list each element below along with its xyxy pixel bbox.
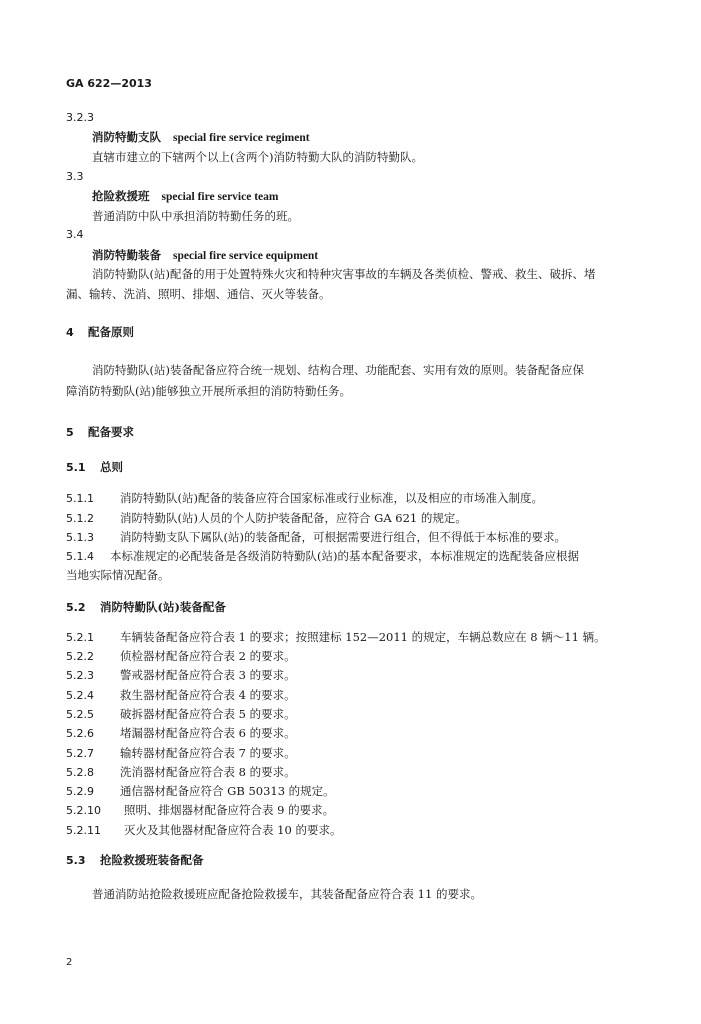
clause (66, 802, 334, 819)
clause-text: 洗消器材配备应符合表 8 的要求。 (120, 765, 296, 779)
clause (66, 783, 335, 800)
term-heading (92, 247, 318, 264)
clause-text: 侦检器材配备应符合表 2 的要求。 (120, 649, 296, 663)
clause-text: 本标准规定的必配装备是各级消防特勤队(站)的基本配备要求，本标准规定的选配装备应根据 (110, 549, 579, 563)
subsection-number: 5.1 (66, 461, 86, 474)
clause (66, 745, 296, 762)
term-cn: 消防特勤支队 (92, 130, 161, 144)
clause (66, 667, 296, 684)
clause-text: 消防特勤支队下属队(站)的装备配备，可根据需要进行组合，但不得低于本标准的要求。 (120, 530, 566, 544)
section-4-para-line1: 消防特勤队(站)装备配备应符合统一规划、结构合理、功能配套、实用有效的原则。装备配备应保 (92, 363, 584, 377)
standard-number: GA 622—2013 (66, 77, 152, 90)
clause (66, 629, 606, 646)
subsection-5-3-text: 普通消防站抢险救援班应配备抢险救援车，其装备配备应符合表 11 的要求。 (92, 887, 482, 901)
clause-number: 5.2.7 (66, 747, 94, 760)
term-en: special fire service equipment (173, 250, 319, 262)
clause-number: 5.2.4 (66, 689, 94, 702)
clause-number: 5.2.11 (66, 824, 101, 837)
subsection-number: 5.3 (66, 854, 86, 867)
section-4-para-line2: 障消防特勤队(站)能够独立开展所承担的消防特勤任务。 (66, 384, 351, 398)
clause-number: 5.2.9 (66, 785, 94, 798)
clause (66, 548, 579, 565)
clause-text: 消防特勤队(站)配备的装备应符合国家标准或行业标准，以及相应的市场准入制度。 (120, 491, 543, 505)
clause-number: 5.1.4 (66, 550, 94, 563)
section-title: 配备原则 (88, 325, 134, 339)
term-en: special fire service regiment (173, 132, 310, 144)
clause-text: 灭火及其他器材配备应符合表 10 的要求。 (124, 823, 342, 837)
clause-text: 堵漏器材配备应符合表 6 的要求。 (120, 726, 296, 740)
term-cn: 消防特勤装备 (92, 248, 161, 262)
term-en: special fire service team (161, 191, 279, 203)
clause-text: 输转器材配备应符合表 7 的要求。 (120, 746, 296, 760)
section-title: 配备要求 (88, 425, 134, 439)
subsection-title: 总则 (100, 460, 123, 474)
term-number: 3.3 (66, 170, 84, 183)
term-cn: 抢险救援班 (92, 189, 150, 203)
term-heading (92, 188, 278, 205)
clause-number: 5.2.5 (66, 708, 94, 721)
clause-text: 消防特勤队(站)人员的个人防护装备配备，应符合 GA 621 的规定。 (120, 511, 467, 525)
clause (66, 706, 296, 723)
clause-continuation: 当地实际情况配备。 (66, 568, 170, 582)
clause-number: 5.2.10 (66, 804, 101, 817)
clause-number: 5.2.8 (66, 766, 94, 779)
clause (66, 764, 296, 781)
clause-number: 5.1.1 (66, 492, 94, 505)
subsection-title: 消防特勤队(站)装备配备 (100, 600, 226, 614)
subsection-5-2-heading (66, 599, 226, 616)
term-number: 3.2.3 (66, 111, 94, 124)
subsection-title: 抢险救援班装备配备 (100, 853, 204, 867)
term-number: 3.4 (66, 228, 84, 241)
subsection-5-3-heading (66, 852, 204, 869)
clause-number: 5.2.6 (66, 727, 94, 740)
clause (66, 687, 296, 704)
page-number: 2 (66, 957, 73, 968)
clause-text: 破拆器材配备应符合表 5 的要求。 (120, 707, 296, 721)
clause (66, 490, 543, 507)
clause-number: 5.1.3 (66, 531, 94, 544)
clause-text: 救生器材配备应符合表 4 的要求。 (120, 688, 296, 702)
term-heading (92, 129, 310, 146)
clause (66, 725, 296, 742)
clause-number: 5.2.1 (66, 631, 94, 644)
clause-text: 通信器材配备应符合 GB 50313 的规定。 (120, 784, 335, 798)
subsection-number: 5.2 (66, 601, 86, 614)
clause-text: 车辆装备配备应符合表 1 的要求；按照建标 152—2011 的规定，车辆总数应在 8 辆～11 辆。 (120, 630, 606, 644)
term-definition-line1: 消防特勤队(站)配备的用于处置特殊火灾和特种灾害事故的车辆及各类侦检、警戒、救生、破拆、堵 (92, 267, 596, 281)
clause-number: 5.2.3 (66, 669, 94, 682)
clause (66, 648, 296, 665)
clause-number: 5.1.2 (66, 512, 94, 525)
term-definition: 直辖市建立的下辖两个以上(含两个)消防特勤大队的消防特勤队。 (92, 150, 423, 164)
clause-text: 警戒器材配备应符合表 3 的要求。 (120, 668, 296, 682)
section-4-heading (66, 324, 134, 341)
term-definition: 普通消防中队中承担消防特勤任务的班。 (92, 209, 299, 223)
clause (66, 529, 566, 546)
subsection-5-1-heading (66, 459, 123, 476)
section-5-heading (66, 424, 134, 441)
clause-text: 照明、排烟器材配备应符合表 9 的要求。 (124, 803, 335, 817)
section-number: 5 (66, 426, 74, 439)
clause (66, 822, 341, 839)
clause-number: 5.2.2 (66, 650, 94, 663)
term-definition-line2: 漏、输转、洗消、照明、排烟、通信、灭火等装备。 (66, 287, 331, 301)
section-number: 4 (66, 326, 74, 339)
clause (66, 510, 467, 527)
